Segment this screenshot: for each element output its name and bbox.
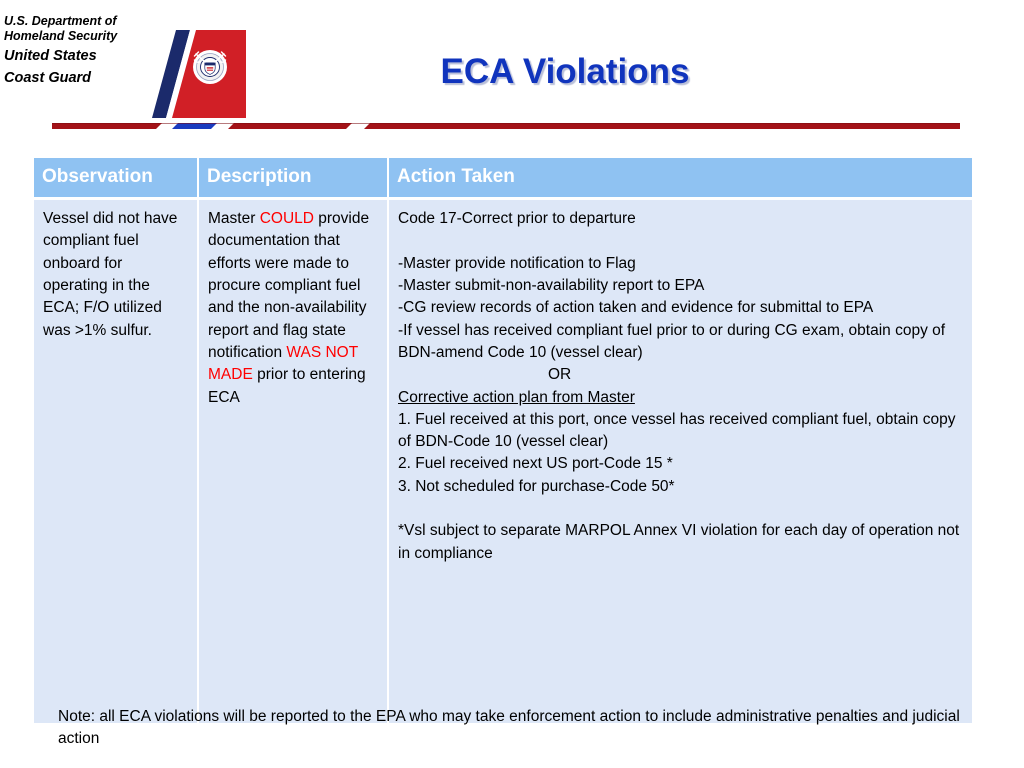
cell-observation: Vessel did not have compliant fuel onboard for operating in the ECA; F/O utilized was >1% sulfur. xyxy=(34,199,198,724)
branding-line-2: Homeland Security xyxy=(4,28,118,43)
description-part-2: provide documentation that efforts were made to procure compliant fuel and the non-availability report and flag state notification xyxy=(208,210,370,361)
branding-line-1: U.S. Department of xyxy=(4,14,117,28)
bottom-note: Note: all ECA violations will be reported to the EPA who may take enforcement action to include administrative penalties and judicial action xyxy=(58,708,960,748)
branding-line-4: Coast Guard xyxy=(4,69,92,86)
decorative-stripe-bar xyxy=(52,120,960,131)
column-header-observation: Observation xyxy=(34,158,198,199)
cell-action-taken xyxy=(388,199,972,724)
action-bullet: -CG review records of action taken and evidence for submittal to EPA xyxy=(398,299,874,317)
table-header-row xyxy=(34,158,972,199)
action-intro: Code 17-Correct prior to departure xyxy=(398,210,636,227)
eca-violations-table xyxy=(34,158,972,723)
coast-guard-racing-stripe-emblem-icon xyxy=(142,30,246,118)
action-spacer-2 xyxy=(398,498,963,520)
action-bullet: -Master submit-non-availability report to EPA xyxy=(398,276,705,294)
description-part-3: prior to entering ECA xyxy=(208,366,366,406)
table-row xyxy=(34,199,972,724)
description-part-1: Master xyxy=(208,210,260,227)
action-bullet: -Master provide notification to Flag xyxy=(398,254,636,272)
action-numbered-item: 3. Not scheduled for purchase-Code 50* xyxy=(398,477,675,495)
column-header-description: Description xyxy=(198,158,388,199)
action-spacer-1 xyxy=(398,230,963,252)
description-red-could: COULD xyxy=(259,210,314,227)
branding-line-3: United States xyxy=(4,48,97,64)
branding-text xyxy=(4,14,144,87)
action-subheading: Corrective action plan from Master xyxy=(398,388,635,406)
action-or-separator: OR xyxy=(548,366,572,384)
action-numbered-item: 2. Fuel received next US port-Code 15 * xyxy=(398,455,673,473)
action-numbered-item: 1. Fuel received at this port, once vessel has received compliant fuel, obtain copy of BDN-Code 10 (vessel clear) xyxy=(398,410,956,451)
branding-block xyxy=(4,8,244,113)
column-header-action-taken: Action Taken xyxy=(388,158,972,199)
action-bullet: -If vessel has received compliant fuel prior to or during CG exam, obtain copy of BDN-amend Code 10 (vessel clear) xyxy=(398,321,946,361)
cell-description xyxy=(198,199,388,724)
description-red-was-not-made: WAS NOT MADE xyxy=(208,343,358,384)
page-title: ECA Violations xyxy=(440,52,690,91)
action-footnote: *Vsl subject to separate MARPOL Annex VI violation for each day of operation not in compliance xyxy=(398,522,960,562)
